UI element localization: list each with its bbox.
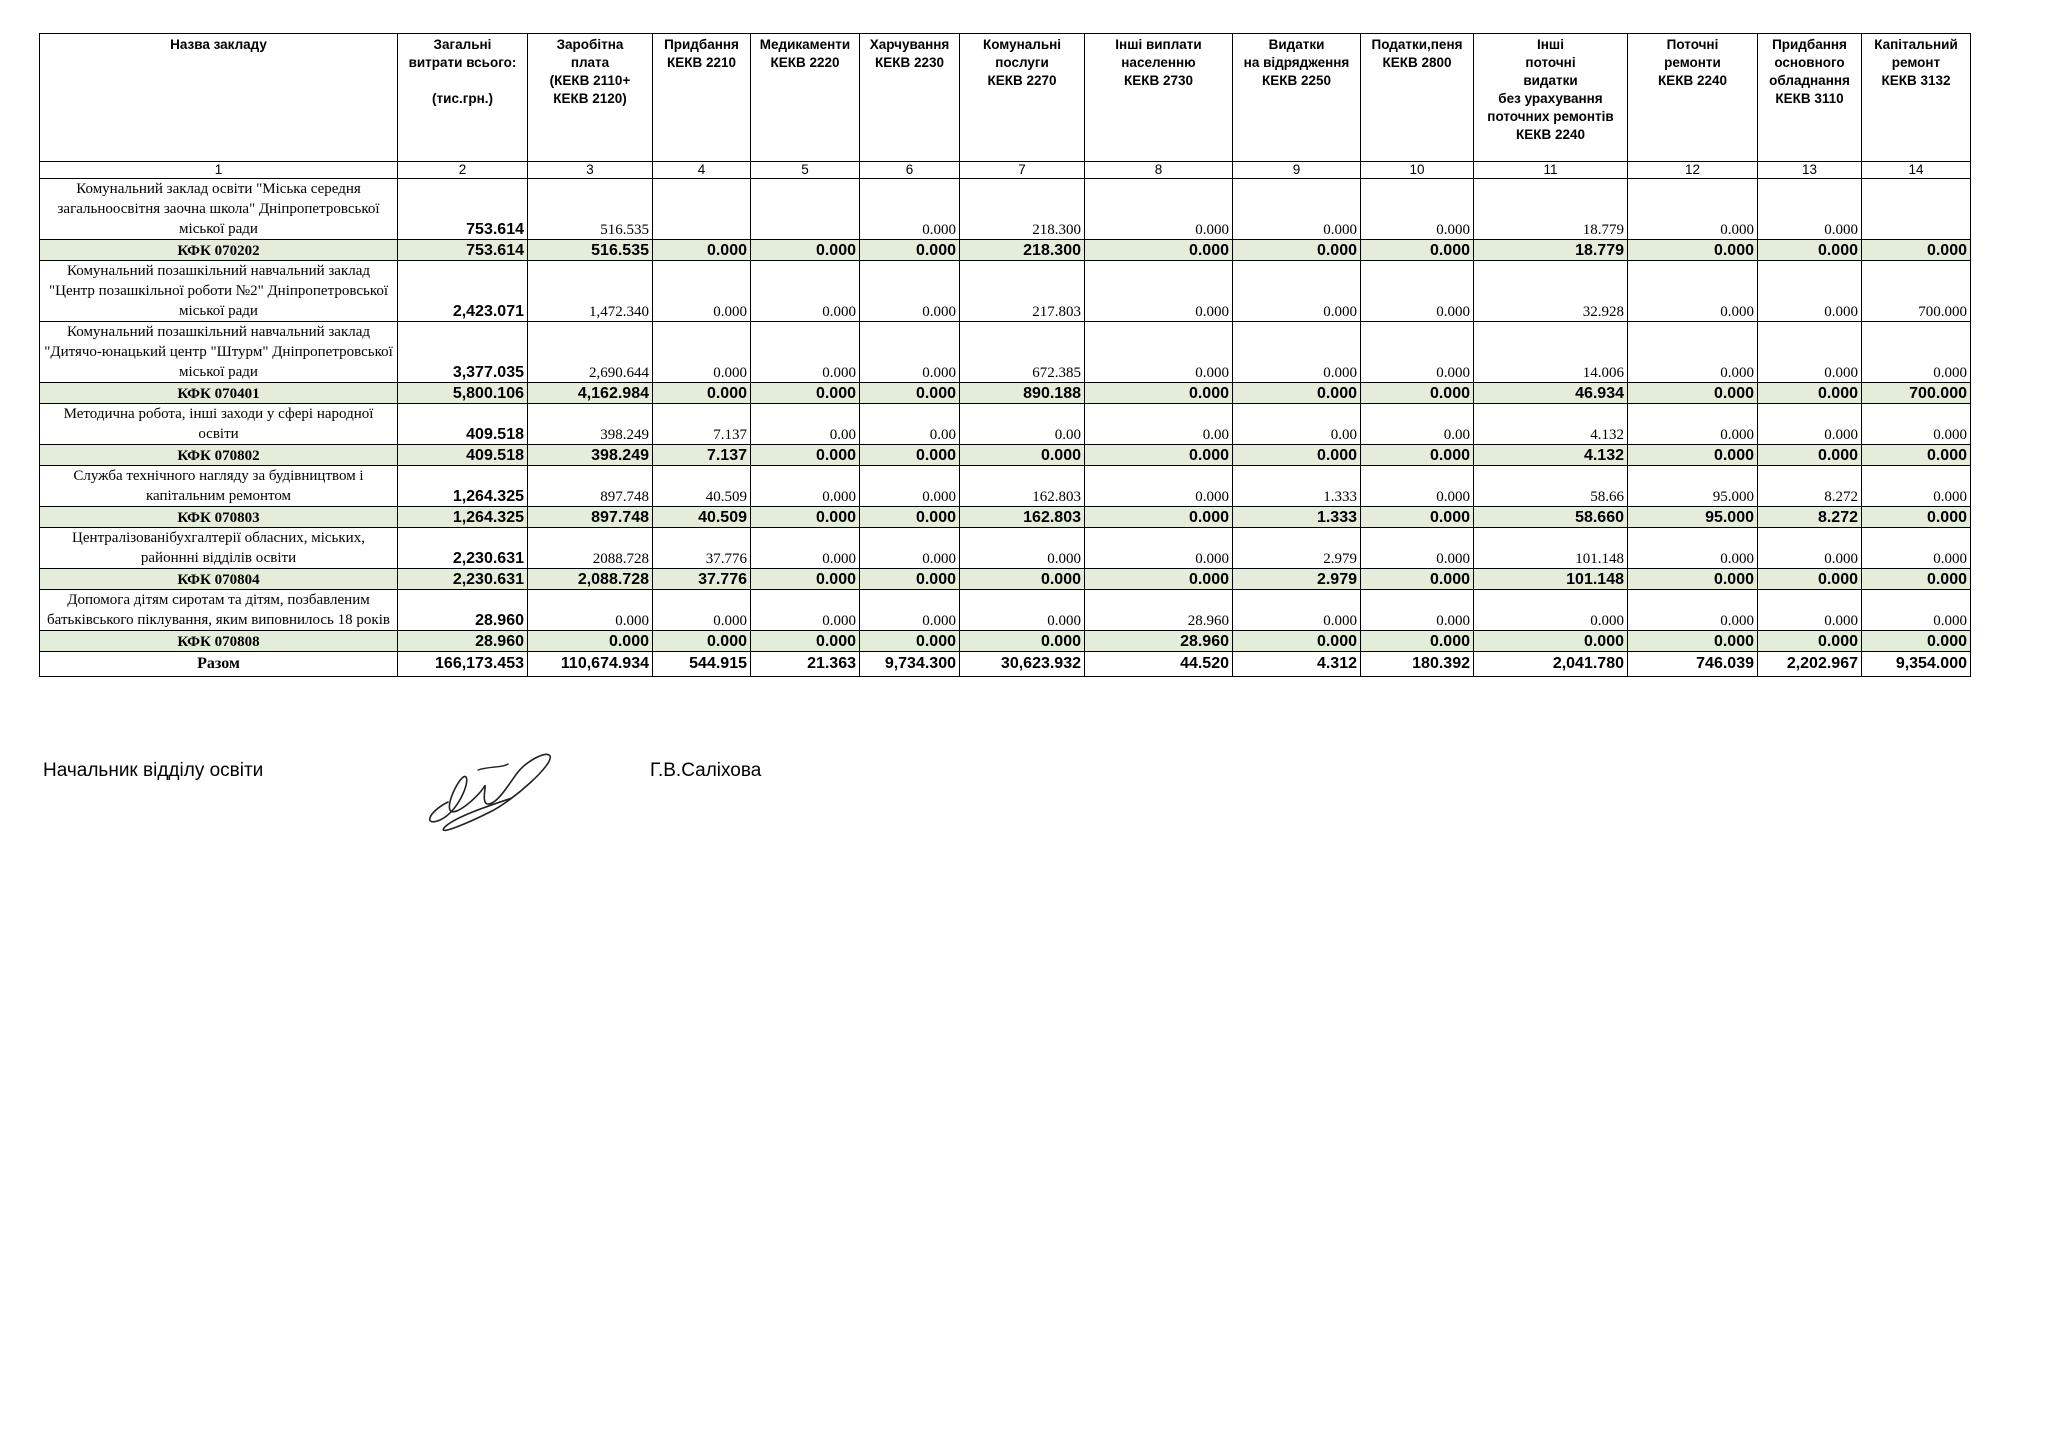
institution-name-cell: КФК 070401 bbox=[40, 383, 398, 404]
expenditure-table bbox=[39, 33, 1971, 677]
value-cell: 0.000 bbox=[751, 445, 860, 466]
value-cell: 0.00 bbox=[1085, 404, 1233, 445]
value-cell: 0.000 bbox=[1628, 631, 1758, 652]
value-cell: 0.000 bbox=[1758, 590, 1862, 631]
value-cell: 0.000 bbox=[751, 240, 860, 261]
value-cell: 162.803 bbox=[960, 507, 1085, 528]
value-cell: 0.000 bbox=[751, 631, 860, 652]
value-cell: 2.979 bbox=[1233, 528, 1361, 569]
signatory-name: Г.В.Саліхова bbox=[650, 760, 762, 781]
value-cell: 4.132 bbox=[1474, 404, 1628, 445]
table-header-row bbox=[40, 34, 1971, 162]
institution-name-cell: КФК 070803 bbox=[40, 507, 398, 528]
institution-name-cell: Комунальний позашкільний навчальний заклад "Центр позашкільної роботи №2" Дніпропетровської міської ради bbox=[40, 261, 398, 322]
value-cell: 0.000 bbox=[1758, 528, 1862, 569]
value-cell: 0.000 bbox=[1085, 322, 1233, 383]
value-cell: 544.915 bbox=[653, 652, 751, 677]
value-cell: 0.000 bbox=[1862, 590, 1971, 631]
table-row bbox=[40, 466, 1971, 507]
value-cell: 0.000 bbox=[1085, 240, 1233, 261]
value-cell: 0.000 bbox=[1758, 445, 1862, 466]
institution-name-cell: Служба технічного нагляду за будівництвом і капітальним ремонтом bbox=[40, 466, 398, 507]
value-cell: 0.000 bbox=[1758, 383, 1862, 404]
value-cell: 9,734.300 bbox=[860, 652, 960, 677]
column-header-10: Податки,пеня КЕКВ 2800 bbox=[1361, 34, 1474, 162]
subtotal-row bbox=[40, 240, 1971, 261]
institution-name-cell: КФК 070804 bbox=[40, 569, 398, 590]
value-cell: 0.000 bbox=[960, 528, 1085, 569]
total-expenditure-cell: 2,230.631 bbox=[398, 528, 528, 569]
column-header-1: Назва закладу bbox=[40, 34, 398, 162]
value-cell: 0.000 bbox=[1233, 590, 1361, 631]
table-row bbox=[40, 590, 1971, 631]
value-cell: 58.660 bbox=[1474, 507, 1628, 528]
value-cell: 0.000 bbox=[1085, 528, 1233, 569]
value-cell: 4.132 bbox=[1474, 445, 1628, 466]
value-cell: 0.000 bbox=[1628, 445, 1758, 466]
value-cell: 0.000 bbox=[751, 569, 860, 590]
value-cell: 0.000 bbox=[528, 590, 653, 631]
value-cell: 37.776 bbox=[653, 569, 751, 590]
value-cell: 30,623.932 bbox=[960, 652, 1085, 677]
value-cell: 0.000 bbox=[860, 240, 960, 261]
column-header-2: Загальні витрати всього: (тис.грн.) bbox=[398, 34, 528, 162]
column-number-1: 1 bbox=[40, 162, 398, 179]
value-cell: 2,202.967 bbox=[1758, 652, 1862, 677]
value-cell: 0.000 bbox=[1085, 383, 1233, 404]
subtotal-row bbox=[40, 631, 1971, 652]
table-row bbox=[40, 261, 1971, 322]
value-cell: 0.000 bbox=[1361, 507, 1474, 528]
value-cell: 0.000 bbox=[1361, 590, 1474, 631]
value-cell: 0.000 bbox=[1361, 569, 1474, 590]
value-cell: 0.000 bbox=[1085, 569, 1233, 590]
table-row bbox=[40, 528, 1971, 569]
institution-name-cell: Методична робота, інші заходи у сфері народної освіти bbox=[40, 404, 398, 445]
value-cell: 95.000 bbox=[1628, 507, 1758, 528]
value-cell: 0.000 bbox=[960, 631, 1085, 652]
value-cell: 0.000 bbox=[528, 631, 653, 652]
subtotal-row bbox=[40, 445, 1971, 466]
column-number-3: 3 bbox=[528, 162, 653, 179]
value-cell: 95.000 bbox=[1628, 466, 1758, 507]
value-cell: 0.000 bbox=[1758, 569, 1862, 590]
value-cell: 101.148 bbox=[1474, 569, 1628, 590]
value-cell: 700.000 bbox=[1862, 383, 1971, 404]
value-cell: 1,472.340 bbox=[528, 261, 653, 322]
value-cell: 0.000 bbox=[1758, 322, 1862, 383]
value-cell: 0.000 bbox=[1085, 445, 1233, 466]
value-cell: 0.000 bbox=[751, 383, 860, 404]
column-number-13: 13 bbox=[1758, 162, 1862, 179]
column-number-8: 8 bbox=[1085, 162, 1233, 179]
value-cell: 0.000 bbox=[1361, 631, 1474, 652]
value-cell: 218.300 bbox=[960, 179, 1085, 240]
value-cell: 2088.728 bbox=[528, 528, 653, 569]
subtotal-row bbox=[40, 507, 1971, 528]
value-cell: 0.00 bbox=[860, 404, 960, 445]
value-cell: 2,088.728 bbox=[528, 569, 653, 590]
value-cell: 0.000 bbox=[860, 631, 960, 652]
value-cell: 0.000 bbox=[1361, 179, 1474, 240]
value-cell: 0.000 bbox=[1628, 240, 1758, 261]
value-cell: 0.000 bbox=[1361, 466, 1474, 507]
value-cell: 4,162.984 bbox=[528, 383, 653, 404]
value-cell: 0.000 bbox=[1233, 445, 1361, 466]
value-cell: 217.803 bbox=[960, 261, 1085, 322]
value-cell: 0.000 bbox=[1862, 404, 1971, 445]
value-cell: 0.000 bbox=[1361, 322, 1474, 383]
total-expenditure-cell: 28.960 bbox=[398, 631, 528, 652]
value-cell: 516.535 bbox=[528, 240, 653, 261]
table-row bbox=[40, 322, 1971, 383]
value-cell: 0.000 bbox=[1862, 240, 1971, 261]
handwritten-signature-icon bbox=[418, 742, 568, 832]
value-cell: 218.300 bbox=[960, 240, 1085, 261]
institution-name-cell: КФК 070802 bbox=[40, 445, 398, 466]
column-header-4: Придбання КЕКВ 2210 bbox=[653, 34, 751, 162]
value-cell: 21.363 bbox=[751, 652, 860, 677]
value-cell: 0.000 bbox=[751, 590, 860, 631]
value-cell: 7.137 bbox=[653, 445, 751, 466]
value-cell: 0.000 bbox=[860, 590, 960, 631]
column-number-5: 5 bbox=[751, 162, 860, 179]
value-cell: 0.000 bbox=[860, 179, 960, 240]
institution-name-cell: Комунальний заклад освіти "Міська середня загальноосвітня заочна школа" Дніпропетровської міської ради bbox=[40, 179, 398, 240]
value-cell: 0.000 bbox=[1628, 404, 1758, 445]
value-cell: 0.000 bbox=[1233, 179, 1361, 240]
column-header-7: Комунальні послуги КЕКВ 2270 bbox=[960, 34, 1085, 162]
column-number-7: 7 bbox=[960, 162, 1085, 179]
value-cell bbox=[653, 179, 751, 240]
grand-total-row bbox=[40, 652, 1971, 677]
value-cell: 0.000 bbox=[960, 590, 1085, 631]
value-cell: 0.000 bbox=[653, 240, 751, 261]
value-cell: 110,674.934 bbox=[528, 652, 653, 677]
institution-name-cell: Разом bbox=[40, 652, 398, 677]
institution-name-cell: КФК 070808 bbox=[40, 631, 398, 652]
value-cell: 0.000 bbox=[1628, 322, 1758, 383]
value-cell: 0.000 bbox=[751, 466, 860, 507]
value-cell: 0.000 bbox=[1085, 507, 1233, 528]
value-cell: 0.00 bbox=[751, 404, 860, 445]
value-cell: 0.000 bbox=[960, 569, 1085, 590]
value-cell: 0.000 bbox=[653, 590, 751, 631]
value-cell: 0.000 bbox=[1628, 179, 1758, 240]
column-header-12: Поточні ремонти КЕКВ 2240 bbox=[1628, 34, 1758, 162]
value-cell: 0.000 bbox=[860, 507, 960, 528]
value-cell: 0.000 bbox=[1474, 590, 1628, 631]
column-number-11: 11 bbox=[1474, 162, 1628, 179]
value-cell: 0.000 bbox=[1361, 445, 1474, 466]
value-cell: 28.960 bbox=[1085, 590, 1233, 631]
value-cell: 0.000 bbox=[1862, 445, 1971, 466]
value-cell: 58.66 bbox=[1474, 466, 1628, 507]
subtotal-row bbox=[40, 383, 1971, 404]
value-cell: 0.000 bbox=[1758, 179, 1862, 240]
value-cell: 0.000 bbox=[1862, 322, 1971, 383]
institution-name-cell: КФК 070202 bbox=[40, 240, 398, 261]
value-cell: 0.000 bbox=[1628, 383, 1758, 404]
value-cell: 9,354.000 bbox=[1862, 652, 1971, 677]
value-cell: 101.148 bbox=[1474, 528, 1628, 569]
value-cell: 897.748 bbox=[528, 507, 653, 528]
value-cell bbox=[1862, 179, 1971, 240]
value-cell: 0.000 bbox=[1474, 631, 1628, 652]
value-cell: 0.00 bbox=[1361, 404, 1474, 445]
total-expenditure-cell: 1,264.325 bbox=[398, 507, 528, 528]
value-cell: 0.000 bbox=[860, 383, 960, 404]
value-cell: 0.000 bbox=[1233, 383, 1361, 404]
value-cell: 0.000 bbox=[1758, 404, 1862, 445]
value-cell: 0.000 bbox=[1758, 240, 1862, 261]
value-cell: 0.000 bbox=[1085, 179, 1233, 240]
table-row bbox=[40, 404, 1971, 445]
value-cell: 0.000 bbox=[1628, 528, 1758, 569]
value-cell: 398.249 bbox=[528, 404, 653, 445]
column-number-2: 2 bbox=[398, 162, 528, 179]
column-header-5: Медикаменти КЕКВ 2220 bbox=[751, 34, 860, 162]
institution-name-cell: Допомога дітям сиротам та дітям, позбавленим батьківського піклування, яким виповнилось 18 років bbox=[40, 590, 398, 631]
value-cell: 2.979 bbox=[1233, 569, 1361, 590]
column-number-6: 6 bbox=[860, 162, 960, 179]
value-cell: 746.039 bbox=[1628, 652, 1758, 677]
value-cell: 40.509 bbox=[653, 507, 751, 528]
value-cell: 8.272 bbox=[1758, 507, 1862, 528]
column-header-8: Інші виплати населенню КЕКВ 2730 bbox=[1085, 34, 1233, 162]
value-cell: 0.00 bbox=[960, 404, 1085, 445]
position-title: Начальник відділу освіти bbox=[43, 760, 264, 781]
value-cell: 40.509 bbox=[653, 466, 751, 507]
value-cell: 890.188 bbox=[960, 383, 1085, 404]
value-cell: 1.333 bbox=[1233, 507, 1361, 528]
institution-name-cell: Централізованібухгалтерії обласних, міських, районнні відділів освіти bbox=[40, 528, 398, 569]
column-number-9: 9 bbox=[1233, 162, 1361, 179]
column-number-10: 10 bbox=[1361, 162, 1474, 179]
value-cell: 0.000 bbox=[1233, 240, 1361, 261]
column-header-9: Видатки на відрядження КЕКВ 2250 bbox=[1233, 34, 1361, 162]
value-cell: 0.000 bbox=[1628, 590, 1758, 631]
value-cell: 0.000 bbox=[1862, 507, 1971, 528]
value-cell bbox=[751, 179, 860, 240]
value-cell: 0.000 bbox=[860, 322, 960, 383]
value-cell: 0.000 bbox=[860, 261, 960, 322]
value-cell: 0.000 bbox=[960, 445, 1085, 466]
value-cell: 18.779 bbox=[1474, 240, 1628, 261]
column-header-14: Капітальний ремонт КЕКВ 3132 bbox=[1862, 34, 1971, 162]
value-cell: 0.000 bbox=[653, 631, 751, 652]
value-cell: 516.535 bbox=[528, 179, 653, 240]
value-cell: 398.249 bbox=[528, 445, 653, 466]
value-cell: 0.000 bbox=[1233, 261, 1361, 322]
column-header-13: Придбання основного обладнання КЕКВ 3110 bbox=[1758, 34, 1862, 162]
value-cell: 0.000 bbox=[751, 261, 860, 322]
value-cell: 0.000 bbox=[860, 445, 960, 466]
value-cell: 0.000 bbox=[1862, 528, 1971, 569]
value-cell: 0.000 bbox=[860, 466, 960, 507]
value-cell: 2,690.644 bbox=[528, 322, 653, 383]
value-cell: 0.000 bbox=[1085, 261, 1233, 322]
value-cell: 0.000 bbox=[1233, 631, 1361, 652]
value-cell: 0.000 bbox=[1361, 261, 1474, 322]
institution-name-cell: Комунальний позашкільний навчальний заклад "Дитячо-юнацький центр "Штурм" Дніпропетровської міської ради bbox=[40, 322, 398, 383]
column-number-row bbox=[40, 162, 1971, 179]
value-cell: 0.000 bbox=[653, 383, 751, 404]
column-header-11: Інші поточні видатки без урахування поточних ремонтів КЕКВ 2240 bbox=[1474, 34, 1628, 162]
value-cell: 4.312 bbox=[1233, 652, 1361, 677]
column-header-3: Заробітна плата (КЕКВ 2110+ КЕКВ 2120) bbox=[528, 34, 653, 162]
total-expenditure-cell: 166,173.453 bbox=[398, 652, 528, 677]
value-cell: 0.000 bbox=[751, 528, 860, 569]
value-cell: 180.392 bbox=[1361, 652, 1474, 677]
value-cell: 8.272 bbox=[1758, 466, 1862, 507]
value-cell: 0.000 bbox=[1361, 383, 1474, 404]
total-expenditure-cell: 753.614 bbox=[398, 179, 528, 240]
value-cell: 0.000 bbox=[1628, 261, 1758, 322]
total-expenditure-cell: 2,230.631 bbox=[398, 569, 528, 590]
table-row bbox=[40, 179, 1971, 240]
value-cell: 18.779 bbox=[1474, 179, 1628, 240]
value-cell: 32.928 bbox=[1474, 261, 1628, 322]
value-cell: 0.000 bbox=[860, 528, 960, 569]
total-expenditure-cell: 3,377.035 bbox=[398, 322, 528, 383]
value-cell: 700.000 bbox=[1862, 261, 1971, 322]
value-cell: 672.385 bbox=[960, 322, 1085, 383]
value-cell: 0.000 bbox=[1862, 631, 1971, 652]
value-cell: 0.000 bbox=[1085, 466, 1233, 507]
table-body bbox=[40, 179, 1971, 677]
value-cell: 0.000 bbox=[1361, 240, 1474, 261]
total-expenditure-cell: 1,264.325 bbox=[398, 466, 528, 507]
total-expenditure-cell: 753.614 bbox=[398, 240, 528, 261]
value-cell: 0.000 bbox=[1758, 631, 1862, 652]
value-cell: 0.000 bbox=[751, 507, 860, 528]
value-cell: 0.000 bbox=[1628, 569, 1758, 590]
value-cell: 162.803 bbox=[960, 466, 1085, 507]
value-cell: 0.000 bbox=[1862, 569, 1971, 590]
column-header-6: Харчування КЕКВ 2230 bbox=[860, 34, 960, 162]
value-cell: 0.000 bbox=[860, 569, 960, 590]
column-number-12: 12 bbox=[1628, 162, 1758, 179]
value-cell: 0.000 bbox=[653, 322, 751, 383]
total-expenditure-cell: 28.960 bbox=[398, 590, 528, 631]
value-cell: 14.006 bbox=[1474, 322, 1628, 383]
value-cell: 2,041.780 bbox=[1474, 652, 1628, 677]
total-expenditure-cell: 2,423.071 bbox=[398, 261, 528, 322]
column-number-14: 14 bbox=[1862, 162, 1971, 179]
value-cell: 28.960 bbox=[1085, 631, 1233, 652]
total-expenditure-cell: 409.518 bbox=[398, 404, 528, 445]
total-expenditure-cell: 5,800.106 bbox=[398, 383, 528, 404]
total-expenditure-cell: 409.518 bbox=[398, 445, 528, 466]
value-cell: 0.00 bbox=[1233, 404, 1361, 445]
value-cell: 1.333 bbox=[1233, 466, 1361, 507]
subtotal-row bbox=[40, 569, 1971, 590]
value-cell: 897.748 bbox=[528, 466, 653, 507]
value-cell: 0.000 bbox=[1233, 322, 1361, 383]
value-cell: 0.000 bbox=[1862, 466, 1971, 507]
value-cell: 46.934 bbox=[1474, 383, 1628, 404]
value-cell: 0.000 bbox=[1361, 528, 1474, 569]
value-cell: 44.520 bbox=[1085, 652, 1233, 677]
value-cell: 0.000 bbox=[653, 261, 751, 322]
value-cell: 0.000 bbox=[1758, 261, 1862, 322]
value-cell: 0.000 bbox=[751, 322, 860, 383]
column-number-4: 4 bbox=[653, 162, 751, 179]
value-cell: 37.776 bbox=[653, 528, 751, 569]
value-cell: 7.137 bbox=[653, 404, 751, 445]
